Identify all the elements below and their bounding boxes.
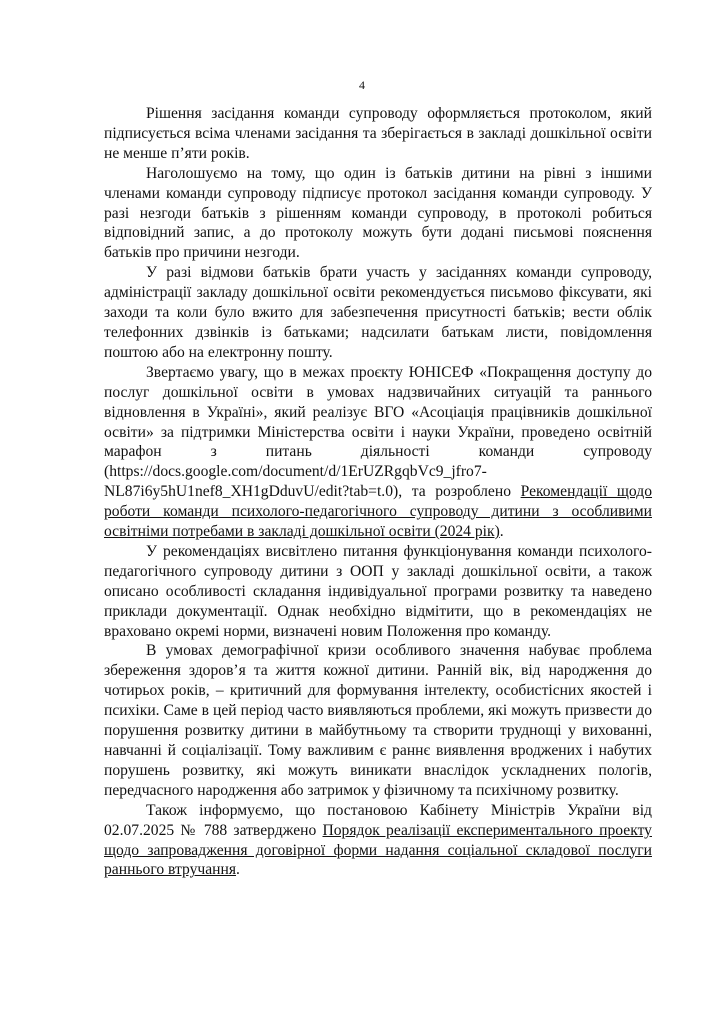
- page-number: 4: [359, 78, 365, 92]
- paragraph-text: та розроблено: [402, 483, 521, 501]
- paragraph-text: Також інформуємо, що постановою Кабінету Міністрів України від 02.07.2025 № 788 затверджено: [104, 801, 652, 839]
- paragraph: У рекомендаціях висвітлено питання функціонування команди психолого-педагогічного супроводу дитини з ООП у закладі дошкільної освіти, а також описано особливості складання індивідуальної програми розвитку та наведено приклади документації. Однак необхідно відмітити, що в рекомендаціях не враховано окремі норми, визначені новим Положення про команду.: [104, 542, 652, 640]
- paragraph-text: Звертаємо увагу, що в межах проєкту ЮНІСЕФ «Покращення доступу до послуг дошкільної освіти в умовах надзвичайних ситуацій та раннього відновлення в Україні», який реалізує ВГО «Асоціація працівників дошкільної освіти» за підтримки Міністерства освіти і науки України, проведено освітній марафон з питань діяльності команди супроводу (https://docs.google.com/document/d/1ErUZRgqbVc9_jfro7-: [104, 363, 652, 481]
- paragraph: [104, 363, 652, 542]
- paragraph: [104, 801, 652, 881]
- paragraph: У разі відмови батьків брати участь у засіданнях команди супроводу, адміністрації закладу дошкільної освіти рекомендується письмово фіксувати, які заходи та коли було вжито для забезпечення присутності батьків; вести облік телефонних дзвінків із батьками; надсилати батькам листи, повідомлення поштою або на електронну пошту.: [104, 264, 652, 361]
- procedure-link[interactable]: Порядок реалізації експериментального проекту щодо запровадження договірної форми надання соціальної складової послуги раннього втручання: [104, 821, 652, 879]
- paragraph: В умовах демографічної кризи особливого значення набуває проблема збереження здоров’я та життя кожної дитини. Ранній вік, від народження до чотирьох років, – критичний для формування інтелекту, особистісних якостей і психіки. Саме в цей період часто виявляються проблеми, які можуть призвести до порушення розвитку дитини в майбутньому та створити труднощі у вихованні, навчанні й соціалізації. Тому важливим є раннє виявлення вроджених і набутих порушень розвитку, які можуть виникати внаслідок ускладнених пологів, передчасного народження або затримок у фізичному та психічному розвитку.: [104, 642, 652, 799]
- paragraph-text: .: [499, 523, 504, 541]
- paragraph-text: .: [236, 861, 240, 879]
- paragraph: Рішення засідання команди супроводу оформляється протоколом, який підписується всіма членами засідання та зберігається в закладі дошкільної освіти не менше п’яти років.: [104, 105, 652, 162]
- document-body: [104, 104, 652, 880]
- paragraph: Наголошуємо на тому, що один із батьків дитини на рівні з іншими членами команди супроводу підписує протокол засідання команди супроводу. У разі незгоди батьків з рішенням команди супроводу, в протоколі робиться відповідний запис, а до протоколу можуть бути додані письмові пояснення батьків про причини незгоди.: [104, 164, 652, 262]
- recommendations-link[interactable]: Рекомендації щодо роботи команди психолого-педагогічного супроводу дитини з особливими освітніми потребами в закладі дошкільної освіти (2024 рік): [104, 483, 653, 541]
- url-text: NL87i6y5hU1nef8_XH1gDduvU/edit?tab=t.0),: [104, 483, 403, 501]
